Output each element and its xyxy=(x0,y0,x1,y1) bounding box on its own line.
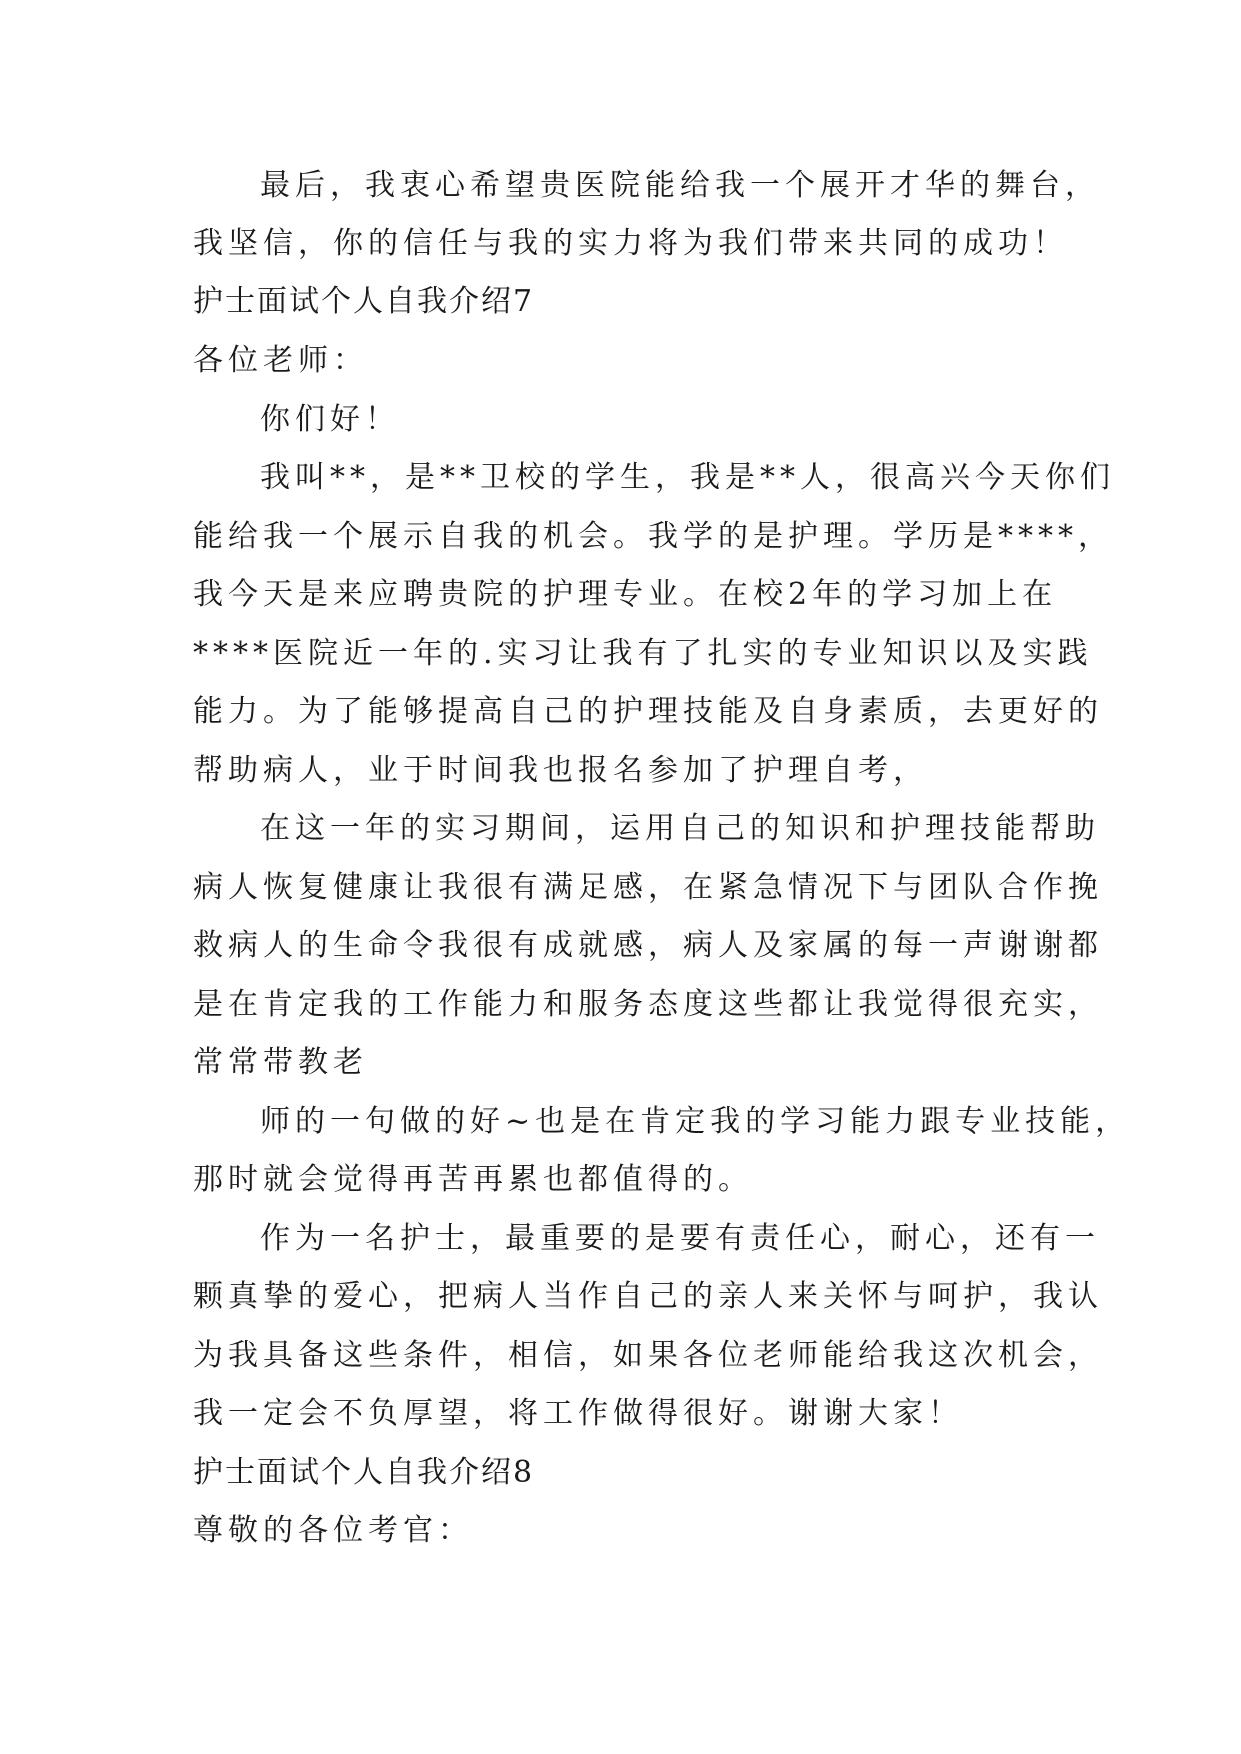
salutation: 尊敬的各位考官： xyxy=(193,1513,473,1548)
paragraph-line: 能力。为了能够提高自己的护理技能及自身素质，去更好的 xyxy=(193,694,1103,729)
paragraph-line: 救病人的生命令我很有成就感，病人及家属的每一声谢谢都 xyxy=(193,928,1103,963)
section-heading: 护士面试个人自我介绍7 xyxy=(193,284,535,319)
paragraph-line: 我今天是来应聘贵院的护理专业。在校2年的学习加上在 xyxy=(193,577,1058,612)
paragraph-line: ****医院近一年的.实习让我有了扎实的专业知识以及实践 xyxy=(193,636,1093,671)
paragraph-line: 为我具备这些条件，相信，如果各位老师能给我这次机会， xyxy=(193,1338,1103,1373)
paragraph-line: 帮助病人，业于时间我也报名参加了护理自考， xyxy=(193,753,928,788)
paragraph-line: 师的一句做的好~也是在肯定我的学习能力跟专业技能， xyxy=(260,1104,1131,1139)
paragraph-line: 病人恢复健康让我很有满足感，在紧急情况下与团队合作挽 xyxy=(193,870,1103,905)
paragraph-line: 是在肯定我的工作能力和服务态度这些都让我觉得很充实， xyxy=(193,987,1103,1022)
paragraph-line: 作为一名护士，最重要的是要有责任心，耐心，还有一 xyxy=(260,1221,1100,1256)
section-heading: 护士面试个人自我介绍8 xyxy=(193,1455,535,1490)
paragraph-line: 那时就会觉得再苦再累也都值得的。 xyxy=(193,1162,753,1197)
salutation: 各位老师： xyxy=(193,343,368,378)
greeting: 你们好！ xyxy=(260,402,400,437)
paragraph-line: 我一定会不负厚望，将工作做得很好。谢谢大家！ xyxy=(193,1396,963,1431)
paragraph-line: 常常带教老 xyxy=(193,1045,368,1080)
paragraph-line: 我坚信，你的信任与我的实力将为我们带来共同的成功！ xyxy=(193,226,1068,261)
paragraph-line: 颗真挚的爱心，把病人当作自己的亲人来关怀与呵护，我认 xyxy=(193,1279,1103,1314)
paragraph-line: 我叫**，是**卫校的学生，我是**人，很高兴今天你们 xyxy=(260,460,1115,495)
paragraph-line: 能给我一个展示自我的机会。我学的是护理。学历是****， xyxy=(193,519,1113,554)
paragraph-line: 最后，我衷心希望贵医院能给我一个展开才华的舞台， xyxy=(260,168,1100,203)
paragraph-line: 在这一年的实习期间，运用自己的知识和护理技能帮助 xyxy=(260,811,1100,846)
